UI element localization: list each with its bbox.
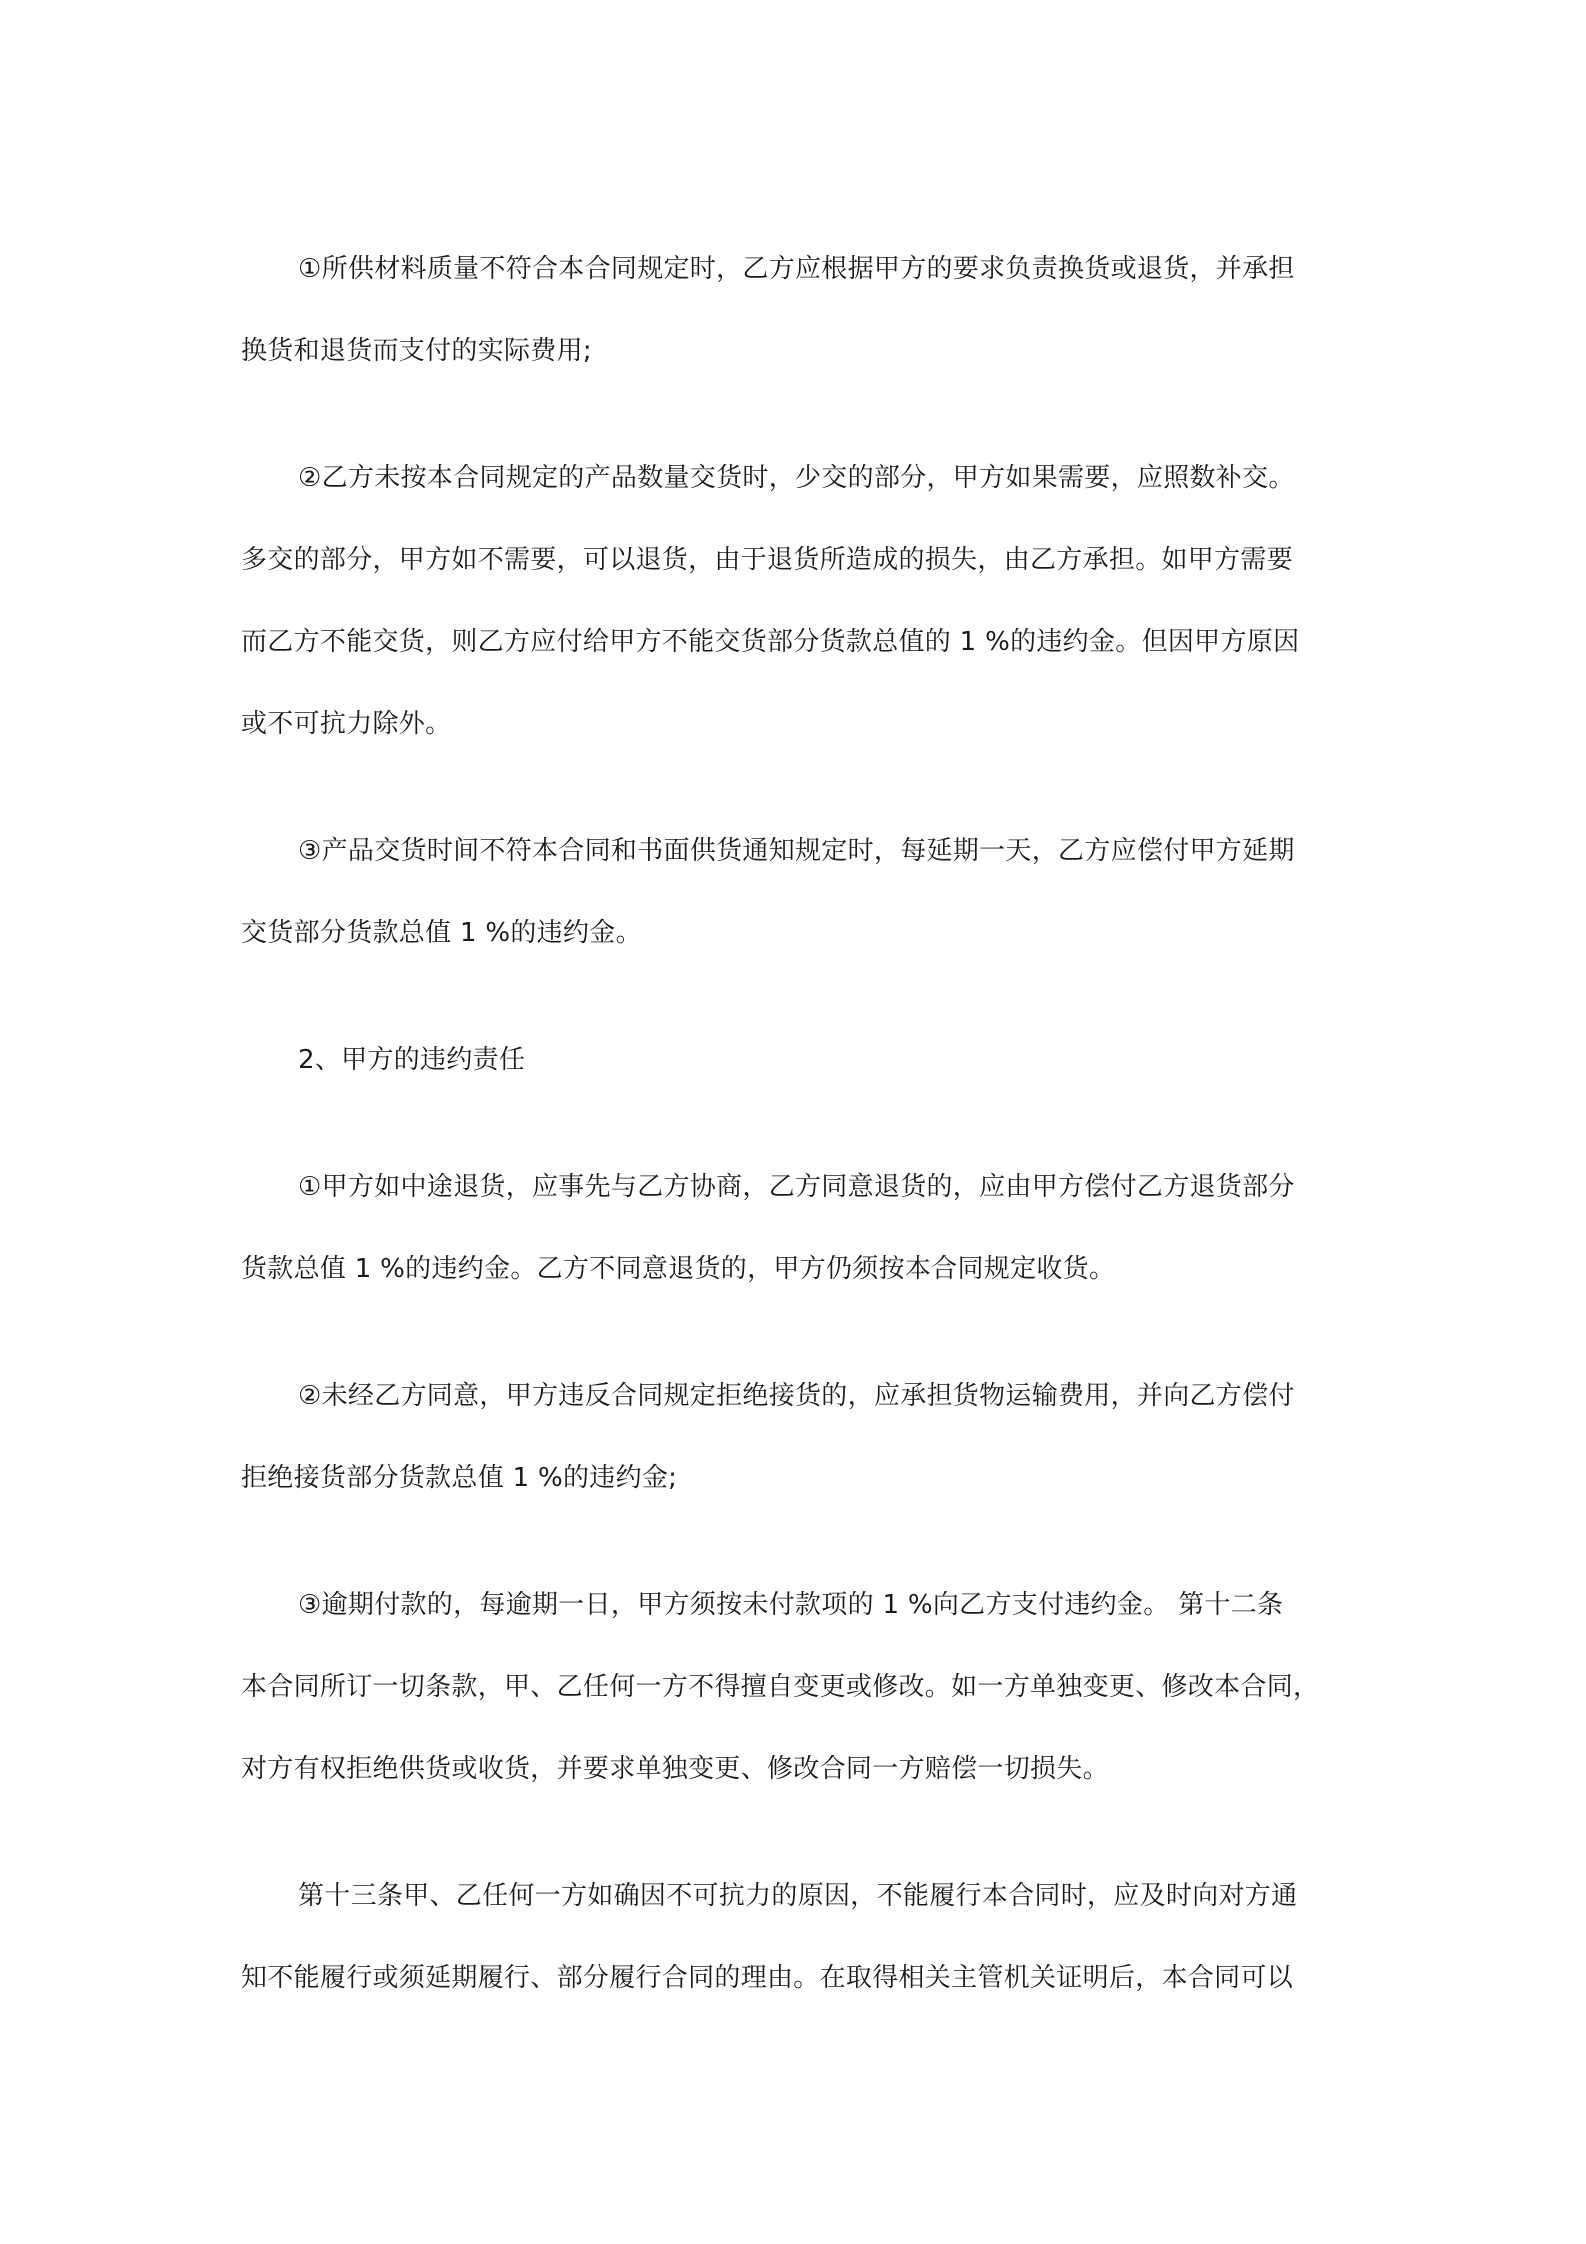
- text-line: 而乙方不能交货，则乙方应付给甲方不能交货部分货款总值的 1 %的违约金。但因甲方原因: [241, 627, 1300, 657]
- section-heading: 2、甲方的违约责任: [298, 1045, 526, 1075]
- text-line: 拒绝接货部分货款总值 1 %的违约金;: [241, 1463, 678, 1493]
- text-line: 知不能履行或须延期履行、部分履行合同的理由。在取得相关主管机关证明后，本合同可以: [241, 1963, 1294, 1993]
- paragraph-buyer-late-payment: [241, 1564, 1351, 1810]
- paragraph-supplier-quantity: [241, 437, 1351, 765]
- text-line: 本合同所订一切条款，甲、乙任何一方不得擅自变更或修改。如一方单独变更、修改本合同，: [241, 1672, 1320, 1702]
- document-page: [241, 228, 1351, 2019]
- text-line: ①甲方如中途退货，应事先与乙方协商，乙方同意退货的，应由甲方偿付乙方退货部分: [298, 1172, 1295, 1202]
- text-line: 第十三条甲、乙任何一方如确因不可抗力的原因，不能履行本合同时，应及时向对方通: [298, 1881, 1298, 1911]
- text-line: 多交的部分，甲方如不需要，可以退货，由于退货所造成的损失，由乙方承担。如甲方需要: [241, 545, 1294, 575]
- paragraph-supplier-delivery-time: [241, 810, 1351, 974]
- text-line: 对方有权拒绝供货或收货，并要求单独变更、修改合同一方赔偿一切损失。: [241, 1754, 1109, 1784]
- paragraph-supplier-material-quality: [241, 228, 1351, 392]
- text-line: ②乙方未按本合同规定的产品数量交货时，少交的部分，甲方如果需要，应照数补交。: [298, 463, 1295, 493]
- paragraph-article-13-force-majeure: [241, 1855, 1351, 2019]
- paragraph-buyer-return: [241, 1146, 1351, 1310]
- section-heading-buyer-liability: [241, 1019, 1351, 1101]
- text-line: 换货和退货而支付的实际费用;: [241, 336, 592, 366]
- text-line: ③逾期付款的，每逾期一日，甲方须按未付款项的 1 %向乙方支付违约金。 第十二条: [298, 1590, 1284, 1620]
- text-line: ③产品交货时间不符本合同和书面供货通知规定时，每延期一天，乙方应偿付甲方延期: [298, 836, 1295, 866]
- text-line: ②未经乙方同意，甲方违反合同规定拒绝接货的，应承担货物运输费用，并向乙方偿付: [298, 1381, 1295, 1411]
- text-line: ①所供材料质量不符合本合同规定时，乙方应根据甲方的要求负责换货或退货，并承担: [298, 254, 1295, 284]
- text-line: 或不可抗力除外。: [241, 709, 452, 739]
- paragraph-buyer-reject-delivery: [241, 1355, 1351, 1519]
- text-line: 交货部分货款总值 1 %的违约金。: [241, 918, 642, 948]
- text-line: 货款总值 1 %的违约金。乙方不同意退货的，甲方仍须按本合同规定收货。: [241, 1254, 1116, 1284]
